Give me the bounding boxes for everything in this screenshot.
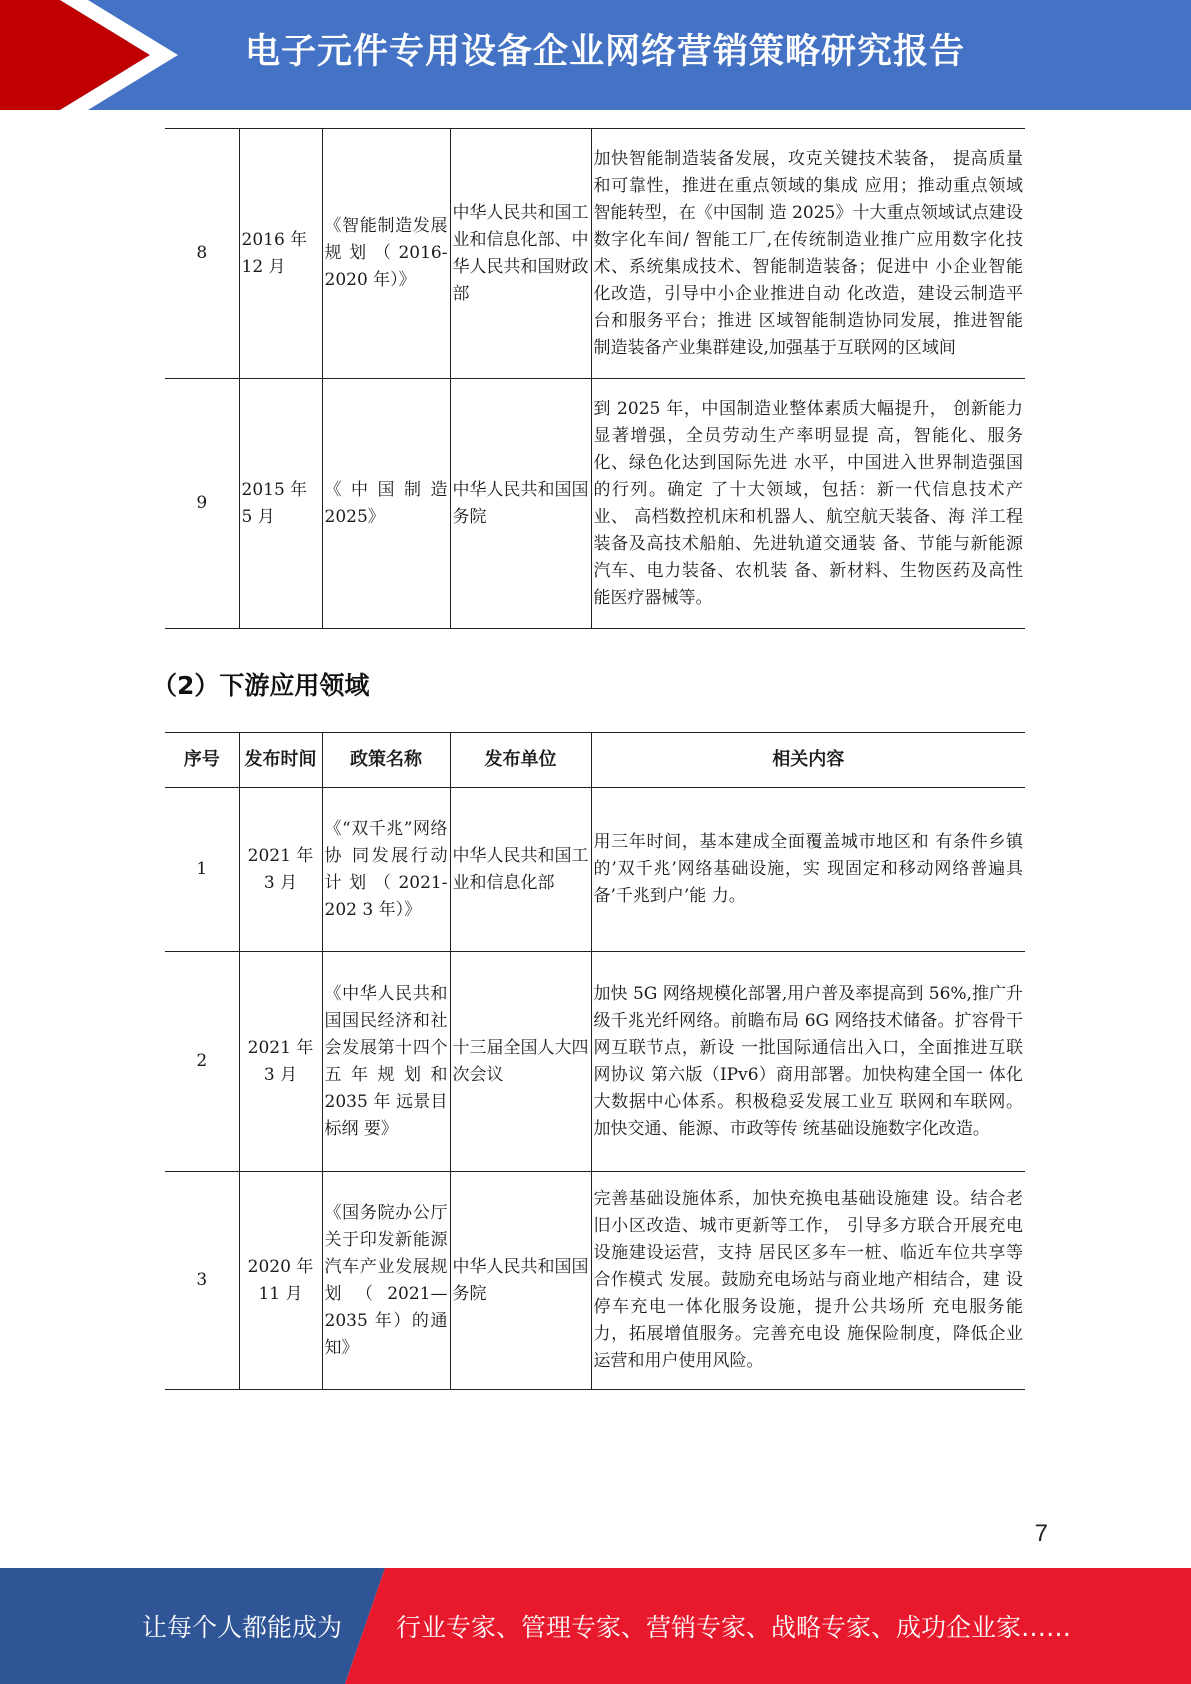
column-header-content: 相关内容 (591, 733, 1025, 788)
row-number: 1 (165, 788, 239, 952)
column-header-no: 序号 (165, 733, 239, 788)
footer-slogan-left: 让每个人都能成为 (142, 1613, 343, 1642)
table-row (165, 379, 1025, 629)
table-row (165, 788, 1025, 952)
release-date: 2016 年 12 月 (239, 129, 322, 379)
table-row (165, 1172, 1025, 1390)
page-footer (0, 1568, 1191, 1684)
column-header-issuer: 发布单位 (450, 733, 591, 788)
page-number: 7 (1034, 1520, 1048, 1547)
footer-slogan-right: 行业专家、管理专家、营销专家、战略专家、成功企业家…… (396, 1613, 1072, 1642)
table-header-row (165, 733, 1025, 788)
row-number: 3 (165, 1172, 239, 1390)
issuing-body: 中华人民共和国工业和信息化部 (450, 788, 591, 952)
row-number: 8 (165, 129, 239, 379)
issuing-body: 中华人民共和国国务院 (450, 1172, 591, 1390)
table-row (165, 952, 1025, 1172)
policy-content: 到 2025 年，中国制造业整体素质大幅提升， 创新能力显著增强，全员劳动生产率明显提 高，智能化、服务化、绿色化达到国际先进 水平，中国进入世界制造强国的行列。确定 了十大领域，包括：新一代信息技术产业、 高档数控机床和机器人、航空航天装备、海 洋工程装备及高技术船舶、先进轨道交通装 备、节能与新能源汽车、电力装备、农机装 备、新材料、生物医药及高性能医疗器械等。 (591, 379, 1025, 629)
release-date: 2021 年 3 月 (239, 788, 322, 952)
policy-name: 《中国制造 2025》 (322, 379, 450, 629)
issuing-body: 中华人民共和国国务院 (450, 379, 591, 629)
table-row (165, 129, 1025, 379)
issuing-body: 中华人民共和国工业和信息化部、中华人民共和国财政部 (450, 129, 591, 379)
policy-content: 完善基础设施体系，加快充换电基础设施建 设。结合老旧小区改造、城市更新等工作， 引导多方联合开展充电设施建设运营，支持 居民区多车一桩、临近车位共享等合作模式 发展。鼓励充电场站与商业地产相结合，建 设停车充电一体化服务设施，提升公共场所 充电服务能力，拓展增值服务。完善充电设 施保险制度，降低企业运营和用户使用风险。 (591, 1172, 1025, 1390)
section-heading: （2）下游应用领域 (152, 671, 370, 700)
column-header-name: 政策名称 (322, 733, 450, 788)
policy-name: 《智能制造发展规划（2016-2020 年）》 (322, 129, 450, 379)
policy-table-upstream (165, 128, 1025, 629)
policy-content: 用三年时间，基本建成全面覆盖城市地区和 有条件乡镇的’双千兆’网络基础设施，实 现固定和移动网络普遍具备’千兆到户’能 力。 (591, 788, 1025, 952)
policy-name: 《中华人民共和国国民经济和社会发展第十四个五年规划和 2035 年 远景目标纲 要》 (322, 952, 450, 1172)
page-header (0, 0, 1191, 110)
column-header-date: 发布时间 (239, 733, 322, 788)
row-number: 9 (165, 379, 239, 629)
policy-name: 《国务院办公厅关于印发新能源汽车产业发展规划（2021—2035 年）的通知》 (322, 1172, 450, 1390)
policy-table-downstream (165, 732, 1025, 1390)
policy-name: 《“双千兆”网络协 同发展行动计划（2021-202 3 年）》 (322, 788, 450, 952)
report-title: 电子元件专用设备企业网络营销策略研究报告 (245, 32, 966, 72)
policy-content: 加快 5G 网络规模化部署,用户普及率提高到 56%,推广升级千兆光纤网络。前瞻布局 6G 网络技术储备。扩容骨干网互联节点，新设 一批国际通信出入口，全面推进互联网协议 第六版（IPv6）商用部署。加快构建全国一 体化大数据中心体系。积极稳妥发展工业互 联网和车联网。加快交通、能源、市政等传 统基础设施数字化改造。 (591, 952, 1025, 1172)
release-date: 2021 年 3 月 (239, 952, 322, 1172)
issuing-body: 十三届全国人大四次会议 (450, 952, 591, 1172)
policy-content: 加快智能制造装备发展，攻克关键技术装备， 提高质量和可靠性，推进在重点领域的集成 应用；推动重点领域智能转型，在《中国制 造 2025》十大重点领域试点建设数字化车间/ 智能工厂,在传统制造业推广应用数字化技 术、系统集成技术、智能制造装备；促进中 小企业智能化改造，引导中小企业推进自动 化改造，建设云制造平台和服务平台；推进 区域智能制造协同发展，推进智能制造装备产业集群建设,加强基于互联网的区域间 (591, 129, 1025, 379)
release-date: 2015 年 5 月 (239, 379, 322, 629)
release-date: 2020 年 11 月 (239, 1172, 322, 1390)
row-number: 2 (165, 952, 239, 1172)
